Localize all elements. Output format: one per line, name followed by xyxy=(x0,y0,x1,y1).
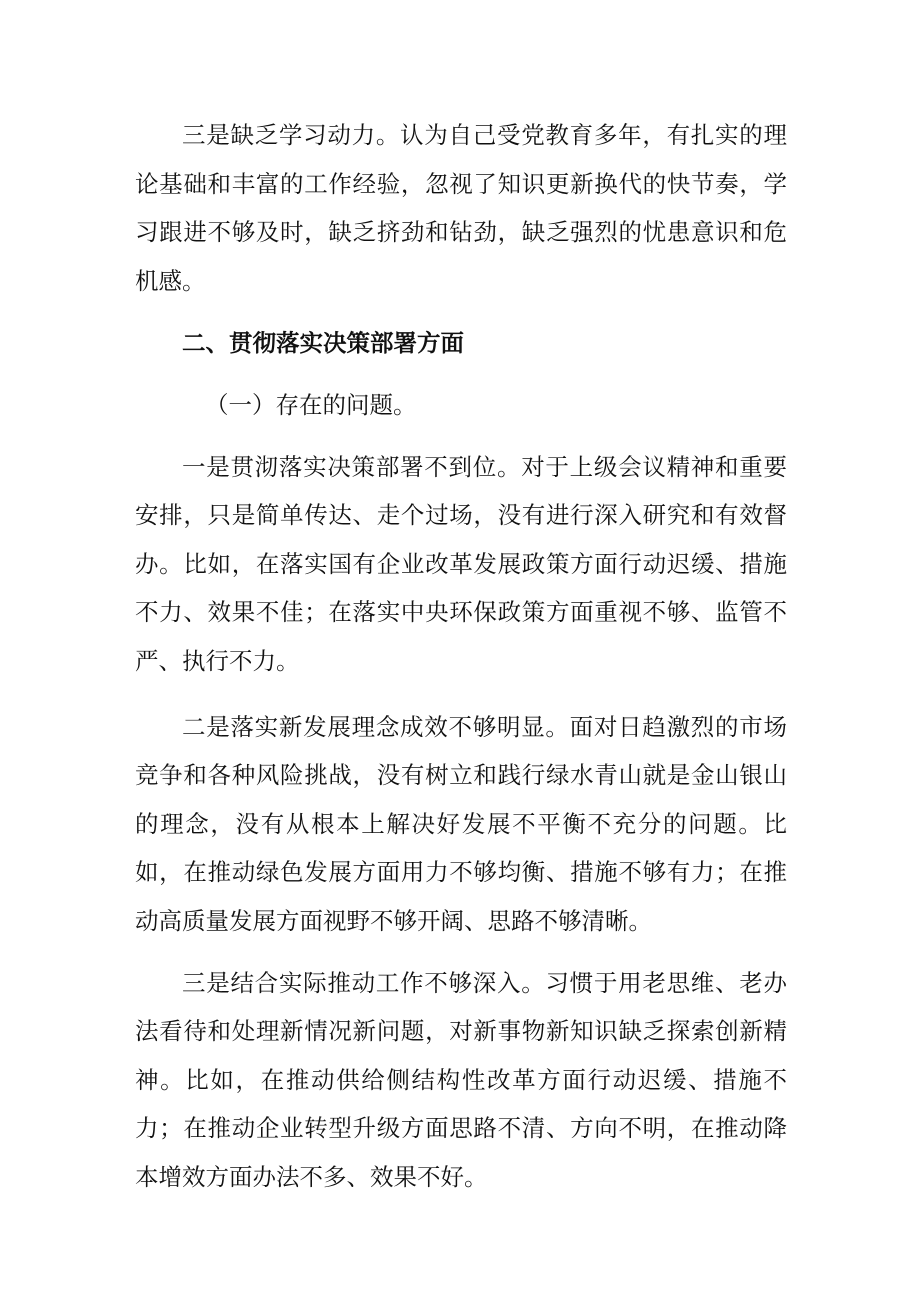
subsection-heading: （一）存在的问题。 xyxy=(205,390,417,419)
paragraph-practical-work: 三是结合实际推动工作不够深入。习惯于用老思维、老办法看待和处理新情况新问题，对新事物新知识缺乏探索创新精神。比如，在推动供给侧结构性改革方面行动迟缓、措施不力；在推动企业转型升级方面思路不清、方向不明，在推动降本增效方面办法不多、效果不好。 xyxy=(135,968,787,1191)
section-heading: 二、贯彻落实决策部署方面 xyxy=(182,329,464,358)
document-body xyxy=(135,111,787,1201)
paragraph-decision-implementation: 一是贯沏落实决策部署不到位。对于上级会议精神和重要安排，只是简单传达、走个过场，没有进行深入研究和有效督办。比如，在落实国有企业改革发展政策方面行动迟缓、措施不力、效果不佳；在落实中央环保政策方面重视不够、监管不严、执行不力。 xyxy=(135,452,787,675)
paragraph-learning-motivation: 三是缺乏学习动力。认为自己受党教育多年，有扎实的理论基础和丰富的工作经验，忽视了知识更新换代的快节奏，学习跟进不够及时，缺乏挤劲和钻劲，缺乏强烈的忧患意识和危机感。 xyxy=(135,121,787,295)
paragraph-development-concept: 二是落实新发展理念成效不够明显。面对日趋激烈的市场竞争和各种风险挑战，没有树立和践行绿水青山就是金山银山的理念，没有从根本上解决好发展不平衡不充分的问题。比如，在推动绿色发展方面用力不够均衡、措施不够有力；在推动高质量发展方面视野不够开阔、思路不够清晰。 xyxy=(135,712,787,935)
